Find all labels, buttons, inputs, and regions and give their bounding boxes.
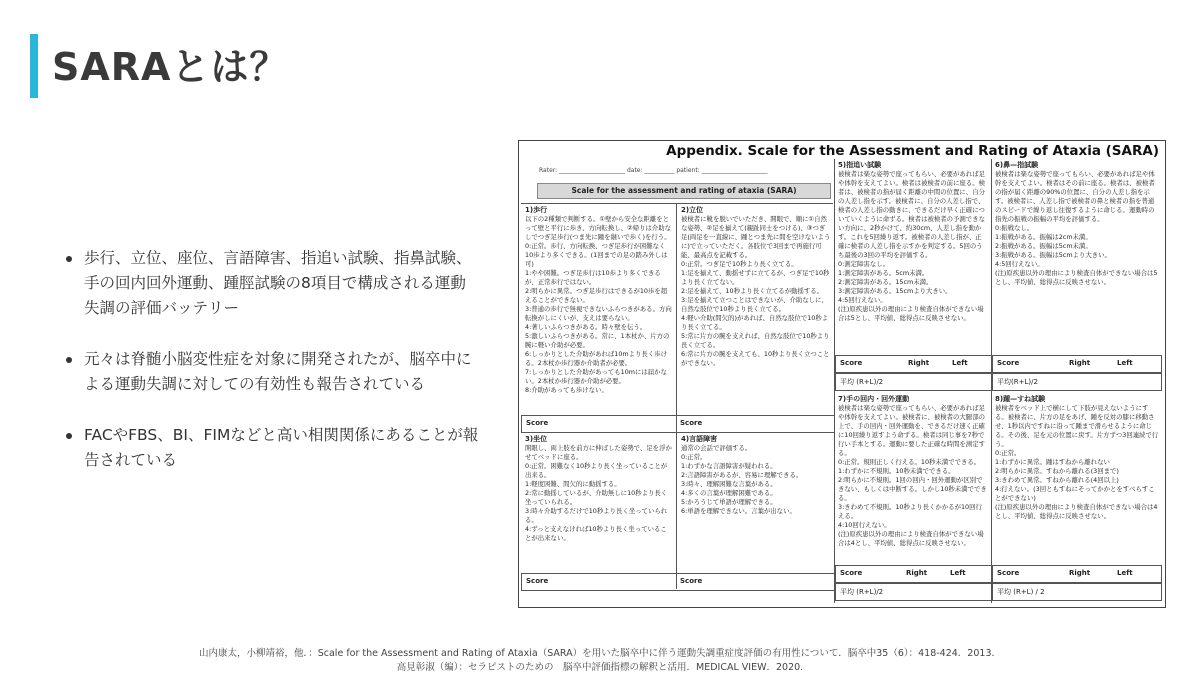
mean-row (992, 583, 1162, 601)
score-item: 1:わずかに不規則。10秒未満でできる。 (838, 467, 955, 475)
section-title: 8)踵—すね試験 (995, 395, 1046, 403)
mean-row (992, 373, 1162, 391)
left-label: Left (1117, 359, 1133, 367)
score-item: 3:時々介助するだけで10秒より長く坐っていられる。 (525, 507, 668, 524)
score-row (521, 573, 835, 591)
score-item: 4:著しいふらつきがある。時々壁を伝う。 (525, 323, 647, 331)
section-title: 7)手の回内・回外運動 (838, 395, 910, 403)
section-pronation-supination (838, 395, 988, 561)
section-body: 通常の会話で評価する。 (681, 444, 752, 452)
mean-label: 平均 (R+L)/2 (840, 588, 884, 596)
bullet-item: 歩行、立位、座位、言語障害、指追い試験、指鼻試験、手の回内回外運動、踵脛試験の8項目で構成される運動失調の評価バッテリー (60, 246, 480, 321)
section-title: 6)鼻—指試験 (995, 161, 1039, 169)
score-item: 2:常に動揺しているが、介助無しに10秒より長く坐っていられる。 (525, 489, 668, 506)
mean-label: 平均 (R+L)/2 (840, 378, 884, 386)
section-body: 被検者は楽な姿勢で座ってもらい、必要があれば足や体幹を支えてよい。検者は被検者の前に座る。検者は、被検者の指が届く距離の中間の位置に、自分の人差し指を示す。被検者に、自分の人差し指で、検者の人差し指の動きに、できるだけ早く正確についていくように命ずる。検者は被検者の予測できない方向に、2秒かけて、約30cm、人差し指を動かす。これを5回繰り返す。被検者の人差し指が、正確に検者の人差し指を示すかを判定する。5回のうち最後の3回の平均を評価する。 (838, 170, 985, 259)
section-walking (525, 206, 673, 412)
score-item: 1:わずかな言語障害が疑われる。 (681, 462, 777, 470)
citation-1: 山内康太，小柳靖裕，他．：Scale for the Assessment and Rating of Ataxia（SARA）を用いた脳卒中に伴う運動失調重症度評価の有用性について．脳卒中35（6）：418-424．2013． (198, 648, 1001, 659)
section-sitting (525, 435, 673, 569)
score-label: Score (680, 577, 703, 585)
score-item: 1:足を揃えて、動揺せずに立てるが、つぎ足で10秒より長く立てない。 (681, 269, 830, 286)
section-standing (681, 206, 831, 412)
left-label: Left (950, 569, 966, 577)
bullet-list (60, 246, 480, 499)
section-title: 5)指追い試験 (838, 161, 882, 169)
left-label: Left (1117, 569, 1133, 577)
rater-line: Rater: ______________________ date: __________ patient: ______________________ (539, 167, 768, 174)
score-row (835, 355, 993, 373)
score-row (992, 565, 1162, 583)
mean-row (835, 373, 993, 391)
score-item: 0:振戦なし。 (995, 224, 1034, 232)
section-finger-chase (838, 161, 988, 351)
score-label: Score (840, 569, 863, 577)
score-item: 7:しっかりとした介助があっても10mには届かない。2本杖か歩行器か介助が必要。 (525, 368, 667, 385)
score-item: 5:激しいふらつきがある。常に、1本杖か、片方の腕に軽い介助が必要。 (525, 332, 670, 349)
score-item: 4:5回行えない。 (995, 260, 1044, 268)
score-item: 0:正常。 (995, 449, 1021, 457)
mean-label: 平均(R+L)/2 (997, 378, 1038, 386)
score-item: 3:振戦がある。振幅は5cmより大きい。 (995, 251, 1111, 259)
section-note: (注)原疾患以外の理由により検査自体ができない場合は5とし、平均値、総得点に反映させない。 (838, 305, 984, 322)
form-banner: Scale for the assessment and rating of ataxia (SARA) (537, 183, 831, 199)
divider (676, 203, 677, 589)
score-item: 1:やや困難。つぎ足歩行は10歩より多くできるが、正常歩行ではない。 (525, 269, 661, 286)
right-label: Right (906, 569, 928, 577)
score-item: 3:時々、理解困難な言葉がある。 (681, 480, 777, 488)
score-item: 1:軽度困難、間欠的に動揺する。 (525, 480, 621, 488)
section-heel-shin (995, 395, 1159, 561)
section-body: 開眼し、両上肢を前方に伸ばした姿勢で、足を浮かせてベッドに座る。 (525, 444, 672, 461)
section-title: 1)歩行 (525, 206, 548, 214)
score-label: Score (526, 577, 549, 585)
score-item: 1:わずかに異常。踵はすねから離れない (995, 458, 1110, 466)
right-label: Right (1069, 359, 1091, 367)
score-item: 4:ずっと支えなければ10秒より長く坐っていることが出来ない。 (525, 525, 667, 542)
score-item: 2:明らかに不規則。1回の回内・回外運動が区別できない、もしくは中断する。しかし10秒未満でできる。 (838, 476, 987, 502)
score-item: 2:足を揃えて、10秒より長く立てるが動揺する。 (681, 287, 824, 295)
section-note: (注)原疾患以外の理由により検査自体ができない場合は4とし、平均値、総得点に反映させない。 (995, 503, 1158, 520)
score-label: Score (997, 359, 1020, 367)
score-row (521, 415, 835, 433)
left-label: Left (952, 359, 968, 367)
section-body: 被検者は楽な姿勢で座ってもらい、必要があれば足や体幹を支えてよい。被検者に、被検者の大腿部の上で、手の回内・回外運動を、できるだけ速く正確に10回繰り返すよう命ずる。検者は同じ事を7秒で行い手本とする。運動に要した正確な時間を測定する。 (838, 404, 985, 457)
score-item: 2:振戦がある。振幅は5cm未満。 (995, 242, 1092, 250)
score-item: 0:正常。 (681, 453, 707, 461)
score-item: 0:正常。つぎ足で10秒より長く立てる。 (681, 260, 798, 268)
score-item: 0:測定障害なし。 (838, 260, 889, 268)
divider (521, 203, 833, 204)
section-nose-finger (995, 161, 1159, 351)
section-title: 4)言語障害 (681, 435, 718, 443)
section-body: 被検者に靴を脱いでいただき、開眼で、順に①自然な姿勢、②足を揃えて(親趾同士をつける)、③つぎ足(両足を一直線に、踵とつま先に間を空けないように)で立っていただく。各肢位で3回まで再施行可能、最高点を記載する。 (681, 215, 831, 259)
section-title: 2)立位 (681, 206, 704, 214)
mean-label: 平均 (R+L) / 2 (997, 588, 1045, 596)
mean-row (835, 583, 993, 601)
score-item: 4:行えない。(3回ともすねにそってかかとをすべらすことができない) (995, 485, 1155, 502)
score-item: 2:測定障害がある。15cm未満。 (838, 278, 933, 286)
score-item: 3:足を揃えて立つことはできないが、介助なしに、自然な肢位で10秒より長く立てる。 (681, 296, 828, 313)
score-label: Score (997, 569, 1020, 577)
score-item: 6:常に片方の腕を支えても、10秒より長く立つことができない。 (681, 350, 830, 367)
score-item: 0:正常。困難なく10秒より長く坐っていることが出来る。 (525, 462, 668, 479)
score-item: 5:かろうじて単語が理解できる。 (681, 498, 777, 506)
score-item: 2:明らかに異常。すねから離れる(3回まで) (995, 467, 1119, 475)
sara-form-image (518, 140, 1166, 608)
score-item: 3:きわめて異常。すねから離れる(4回以上) (995, 476, 1119, 484)
section-body: 被検者は楽な姿勢で座ってもらい、必要があれば足や体幹を支えてよい。検者はその前に座る。検者は、被検者の指が届く距離の90%の位置に、自分の人差し指を示す。被検者に、人差し指で被検者の鼻と検者の指を普通のスピードで繰り返し往復するように命じる。運動時の指先の振戦の振幅の平均を評価する。 (995, 170, 1155, 223)
bullet-item: FACやFBS、BI、FIMなどと高い相関関係にあることが報告されている (60, 423, 480, 473)
score-row (992, 355, 1162, 373)
section-title: 3)坐位 (525, 435, 548, 443)
score-item: 8:介助があっても歩けない。 (525, 386, 608, 394)
section-body: 以下の2種類で判断する。①壁から安全な距離をとって壁と平行に歩き、方向転換し、②帰りは介助なしでつぎ足歩行(つま先に踵を継いで歩く)を行う。 (525, 215, 672, 241)
score-item: 1:測定障害がある。5cm未満。 (838, 269, 929, 277)
score-item: 6:単語を理解できない。言葉が出ない。 (681, 507, 796, 515)
score-item: 3:普通の歩行で無視できないふらつきがある。方向転換がしにくいが、支えは要らない。 (525, 305, 672, 322)
score-item: 2:明らかに異常。つぎ足歩行はできるが10歩を超えることができない。 (525, 287, 668, 304)
score-item: 4:軽い介助(間欠的)があれば、自然な肢位で10秒より長く立てる。 (681, 314, 829, 331)
section-speech (681, 435, 831, 569)
score-item: 2:言語障害があるが、容易に理解できる。 (681, 471, 803, 479)
bullet-item: 元々は脊髄小脳変性症を対象に開発されたが、脳卒中による運動失調に対しての有効性も報告されている (60, 347, 480, 397)
score-item: 1:振戦がある。振幅は2cm未満。 (995, 233, 1092, 241)
section-body: 被検者をベッド上で横にして下肢が見えないようにする。被検者に、片方の足をあげ、踵を反対の膝に移動させ、1秒以内ですねに沿って踵まで滑らせるように命じる。その後、足を元の位置に戻す。片方ずつ3回連続で行う。 (995, 404, 1159, 448)
score-item: 6:しっかりとした介助があれば10mより長く歩ける。2本杖か歩行器か介助者が必要。 (525, 350, 667, 367)
score-item: 3:測定障害がある。15cmより大きい。 (838, 287, 952, 295)
appendix-title: Appendix. Scale for the Assessment and Rating of Ataxia (SARA) (666, 143, 1159, 159)
section-note: (注)原疾患以外の理由により検査自体ができない場合は4とし、平均値、総得点に反映させない。 (838, 530, 984, 547)
score-label: Score (526, 419, 549, 427)
right-label: Right (908, 359, 930, 367)
score-item: 5:常に片方の腕を支えれば、自然な肢位で10秒より長く立てる。 (681, 332, 830, 349)
score-item: 4:10回行えない。 (838, 521, 891, 529)
score-item: 4:5回行えない。 (838, 296, 887, 304)
score-item: 0:正常。規則正しく行える。10秒未満でできる。 (838, 458, 981, 466)
score-item: 0:正常。歩行、方向転換、つぎ足歩行が困難なく10歩より多くできる。(1回までの足の踏み外しは可) (525, 242, 668, 268)
score-label: Score (840, 359, 863, 367)
section-note: (注)原疾患以外の理由により検査自体ができない場合は5とし、平均値、総得点に反映させない。 (995, 269, 1158, 286)
right-label: Right (1069, 569, 1091, 577)
score-row (835, 565, 993, 583)
title-accent-bar (30, 34, 38, 98)
score-item: 4:多くの言葉が理解困難である。 (681, 489, 777, 497)
page-title: SARAとは？ (52, 45, 289, 89)
score-label: Score (680, 419, 703, 427)
citation-2: 高見彰淑（編）：セラピストのための 脳卒中評価指標の解釈と活用．MEDICAL VIEW．2020. (396, 662, 804, 673)
score-item: 3:きわめて不規則。10秒より長くかかるが10回行える。 (838, 503, 982, 520)
